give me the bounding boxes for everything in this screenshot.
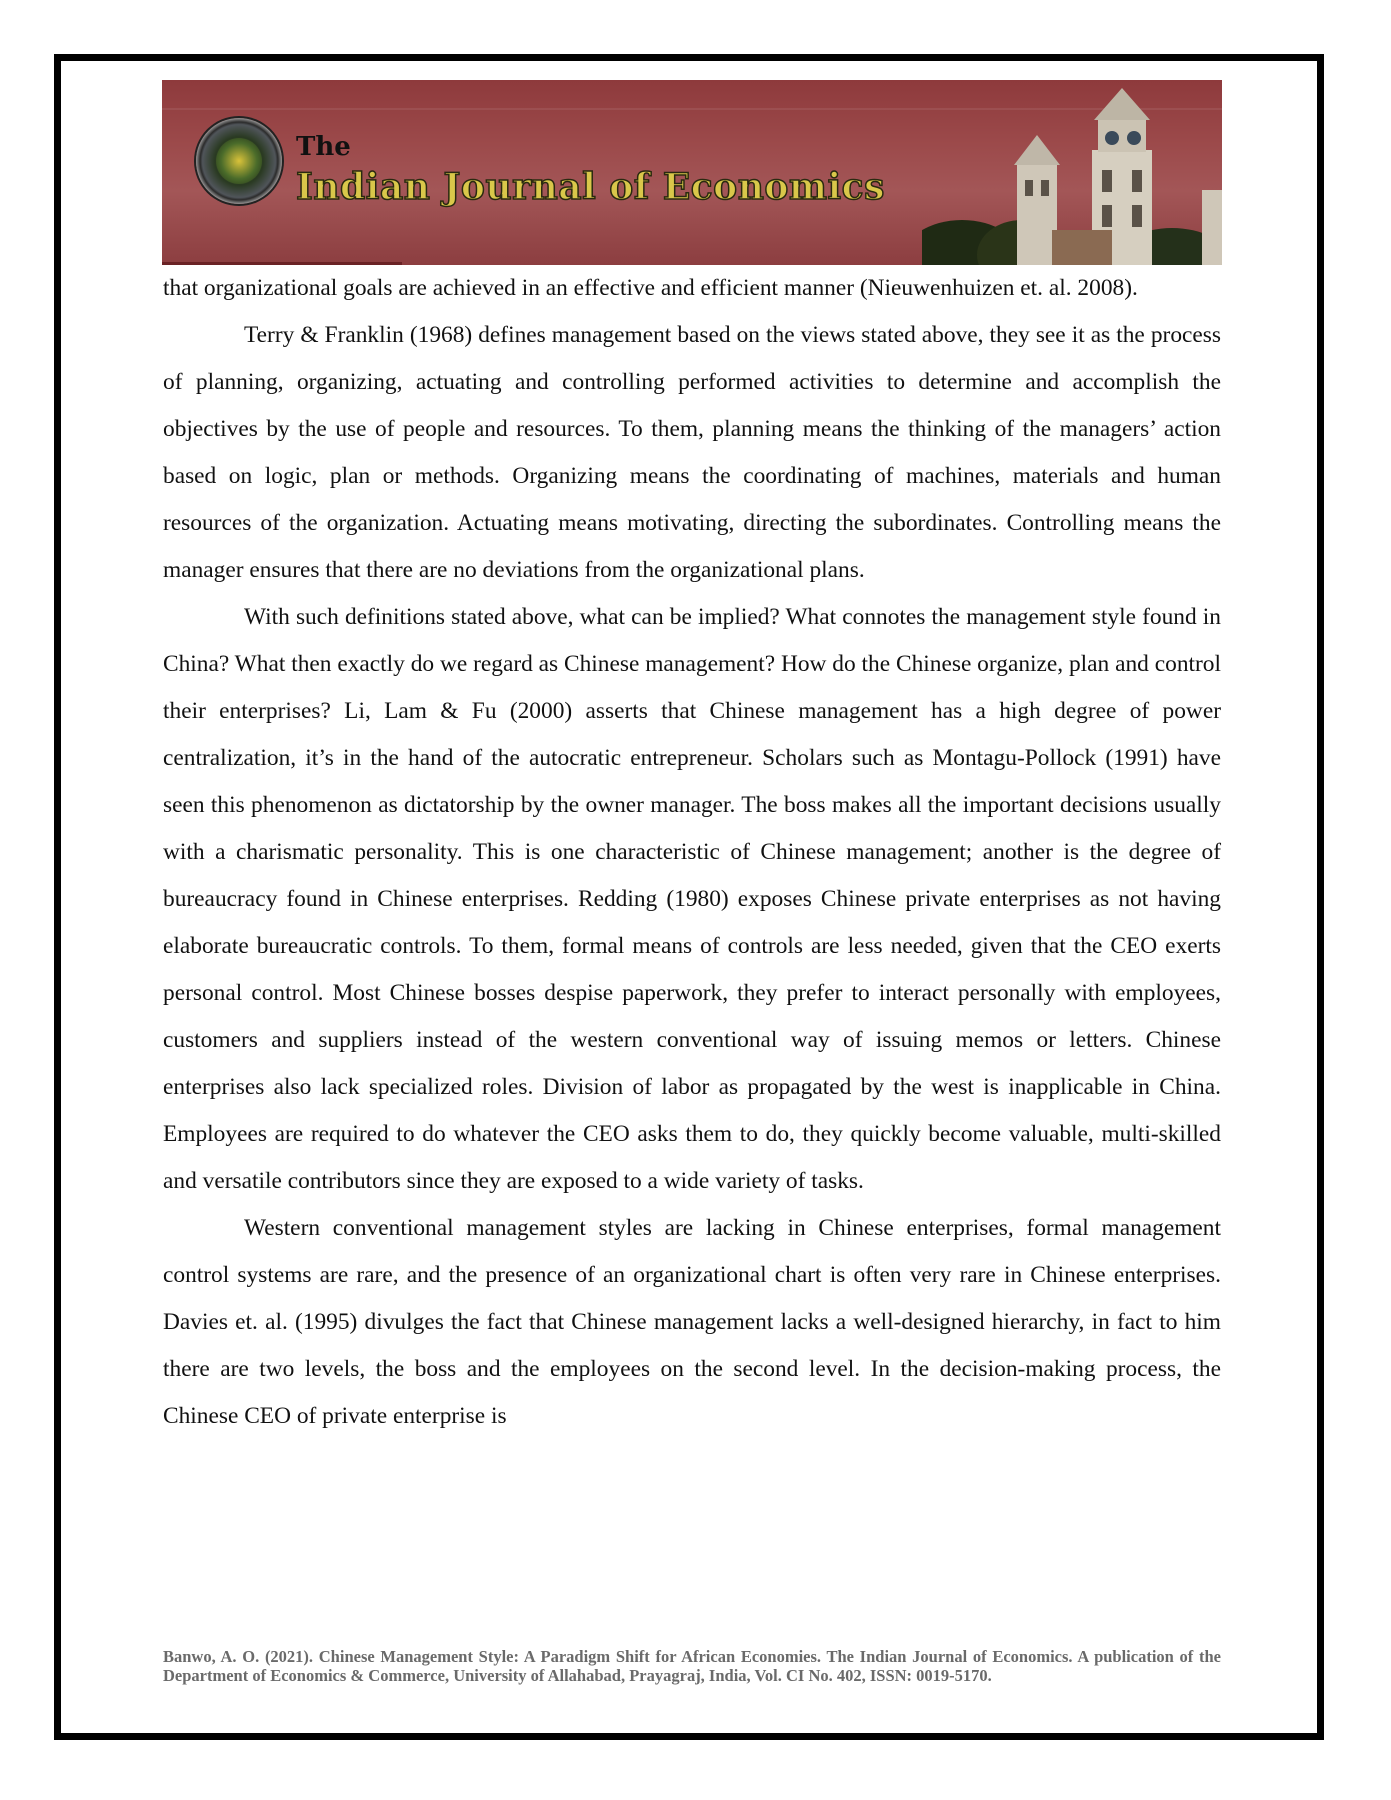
university-seal-icon xyxy=(196,118,282,204)
clock-tower-building-icon xyxy=(922,80,1222,265)
journal-title: Indian Journal of Economics xyxy=(296,166,885,208)
article-body xyxy=(163,265,1221,1440)
paragraph-terry-franklin: Terry & Franklin (1968) defines management based on the views stated above, they see it as the process of planning, organizing, actuating and controlling performed activities to determine and accomplish the objectives by the use of people and resources. To them, planning means the thinking of the managers’ action based on logic, plan or methods. Organizing means the coordinating of machines, materials and human resources of the organization. Actuating means motivating, directing the subordinates. Controlling means the manager ensures that there are no deviations from the organizational plans. xyxy=(163,322,1221,583)
paragraph-western-styles: Western conventional management styles are lacking in Chinese enterprises, formal management control systems are rare, and the presence of an organizational chart is often very rare in Chinese enterprises. Davies et. al. (1995) divulges the fact that Chinese management lacks a well-designed hierarchy, in fact to him there are two levels, the boss and the employees on the second level. In the decision-making process, the Chinese CEO of private enterprise is xyxy=(163,1215,1221,1429)
citation-footer: Banwo, A. O. (2021). Chinese Management Style: A Paradigm Shift for African Economies. The Indian Journal of Economics. A publication of the Department of Economics & Commerce, University of Allahabad, Prayagraj, India, Vol. CI No. 402, ISSN: 0019-5170. xyxy=(163,1647,1221,1685)
paragraph-chinese-management: With such definitions stated above, what can be implied? What connotes the management style found in China? What then exactly do we regard as Chinese management? How do the Chinese organize, plan and control their enterprises? Li, Lam & Fu (2000) asserts that Chinese management has a high degree of power centralization, it’s in the hand of the autocratic entrepreneur. Scholars such as Montagu-Pollock (1991) have seen this phenomenon as dictatorship by the owner manager. The boss makes all the important decisions usually with a charismatic personality. This is one characteristic of Chinese management; another is the degree of bureaucracy found in Chinese enterprises. Redding (1980) exposes Chinese private enterprises as not having elaborate bureaucratic controls. To them, formal means of controls are less needed, given that the CEO exerts personal control. Most Chinese bosses despise paperwork, they prefer to interact personally with employees, customers and suppliers instead of the western conventional way of issuing memos or letters. Chinese enterprises also lack specialized roles. Division of labor as propagated by the west is inapplicable in China. Employees are required to do whatever the CEO asks them to do, they quickly become valuable, multi-skilled and versatile contributors since they are exposed to a wide variety of tasks. xyxy=(163,604,1221,1194)
seal-emblem xyxy=(216,138,262,184)
paragraph-continued: that organizational goals are achieved in an effective and efficient manner (Nieuwenhuizen et. al. 2008). xyxy=(163,275,1138,301)
journal-banner xyxy=(162,80,1222,265)
banner-the: The xyxy=(296,132,351,162)
